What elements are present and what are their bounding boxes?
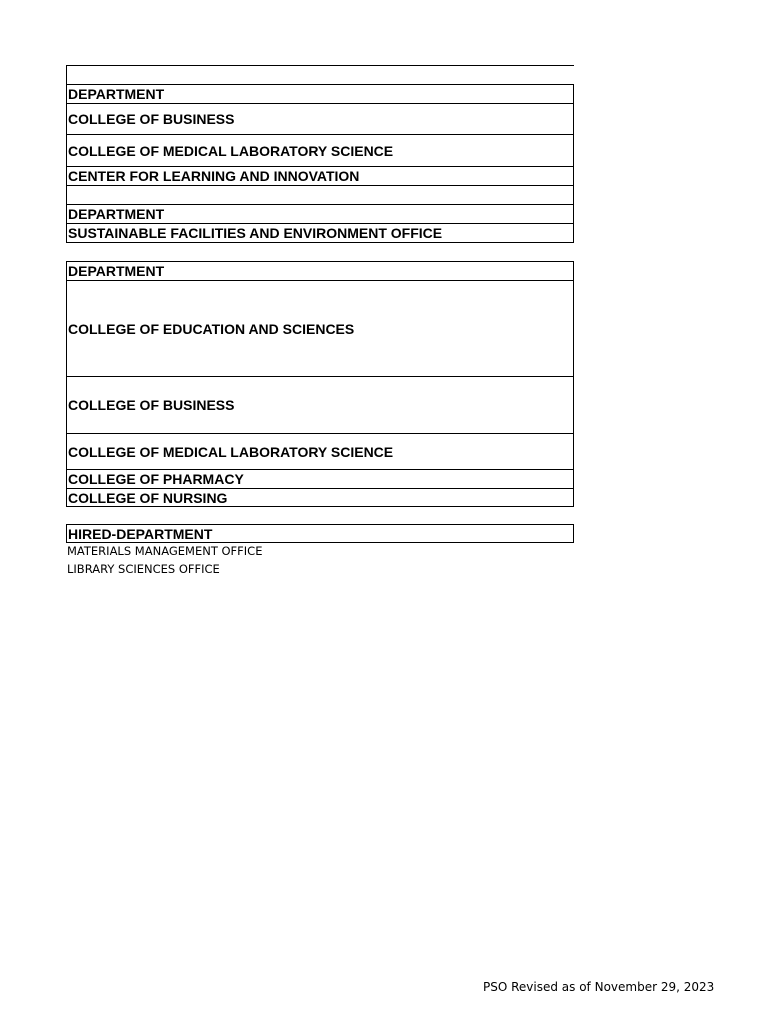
blank-row xyxy=(66,65,574,84)
department-row: COLLEGE OF MEDICAL LABORATORY SCIENCE xyxy=(66,134,574,167)
department-header: HIRED-DEPARTMENT xyxy=(66,524,574,543)
department-row: COLLEGE OF BUSINESS xyxy=(66,376,574,434)
department-row: SUSTAINABLE FACILITIES AND ENVIRONMENT OFFICE xyxy=(66,223,574,243)
revision-note: PSO Revised as of November 29, 2023 xyxy=(483,980,715,994)
office-row: LIBRARY SCIENCES OFFICE xyxy=(67,562,220,576)
department-row: CENTER FOR LEARNING AND INNOVATION xyxy=(66,166,574,186)
department-row: COLLEGE OF NURSING xyxy=(66,488,574,507)
department-row: COLLEGE OF EDUCATION AND SCIENCES xyxy=(66,280,574,377)
blank-row xyxy=(66,185,574,205)
department-header: DEPARTMENT xyxy=(66,261,574,281)
department-row: COLLEGE OF MEDICAL LABORATORY SCIENCE xyxy=(66,433,574,470)
department-row: COLLEGE OF PHARMACY xyxy=(66,469,574,489)
department-header: DEPARTMENT xyxy=(66,84,574,104)
department-header: DEPARTMENT xyxy=(66,204,574,224)
department-row: COLLEGE OF BUSINESS xyxy=(66,103,574,135)
office-row: MATERIALS MANAGEMENT OFFICE xyxy=(67,544,263,558)
